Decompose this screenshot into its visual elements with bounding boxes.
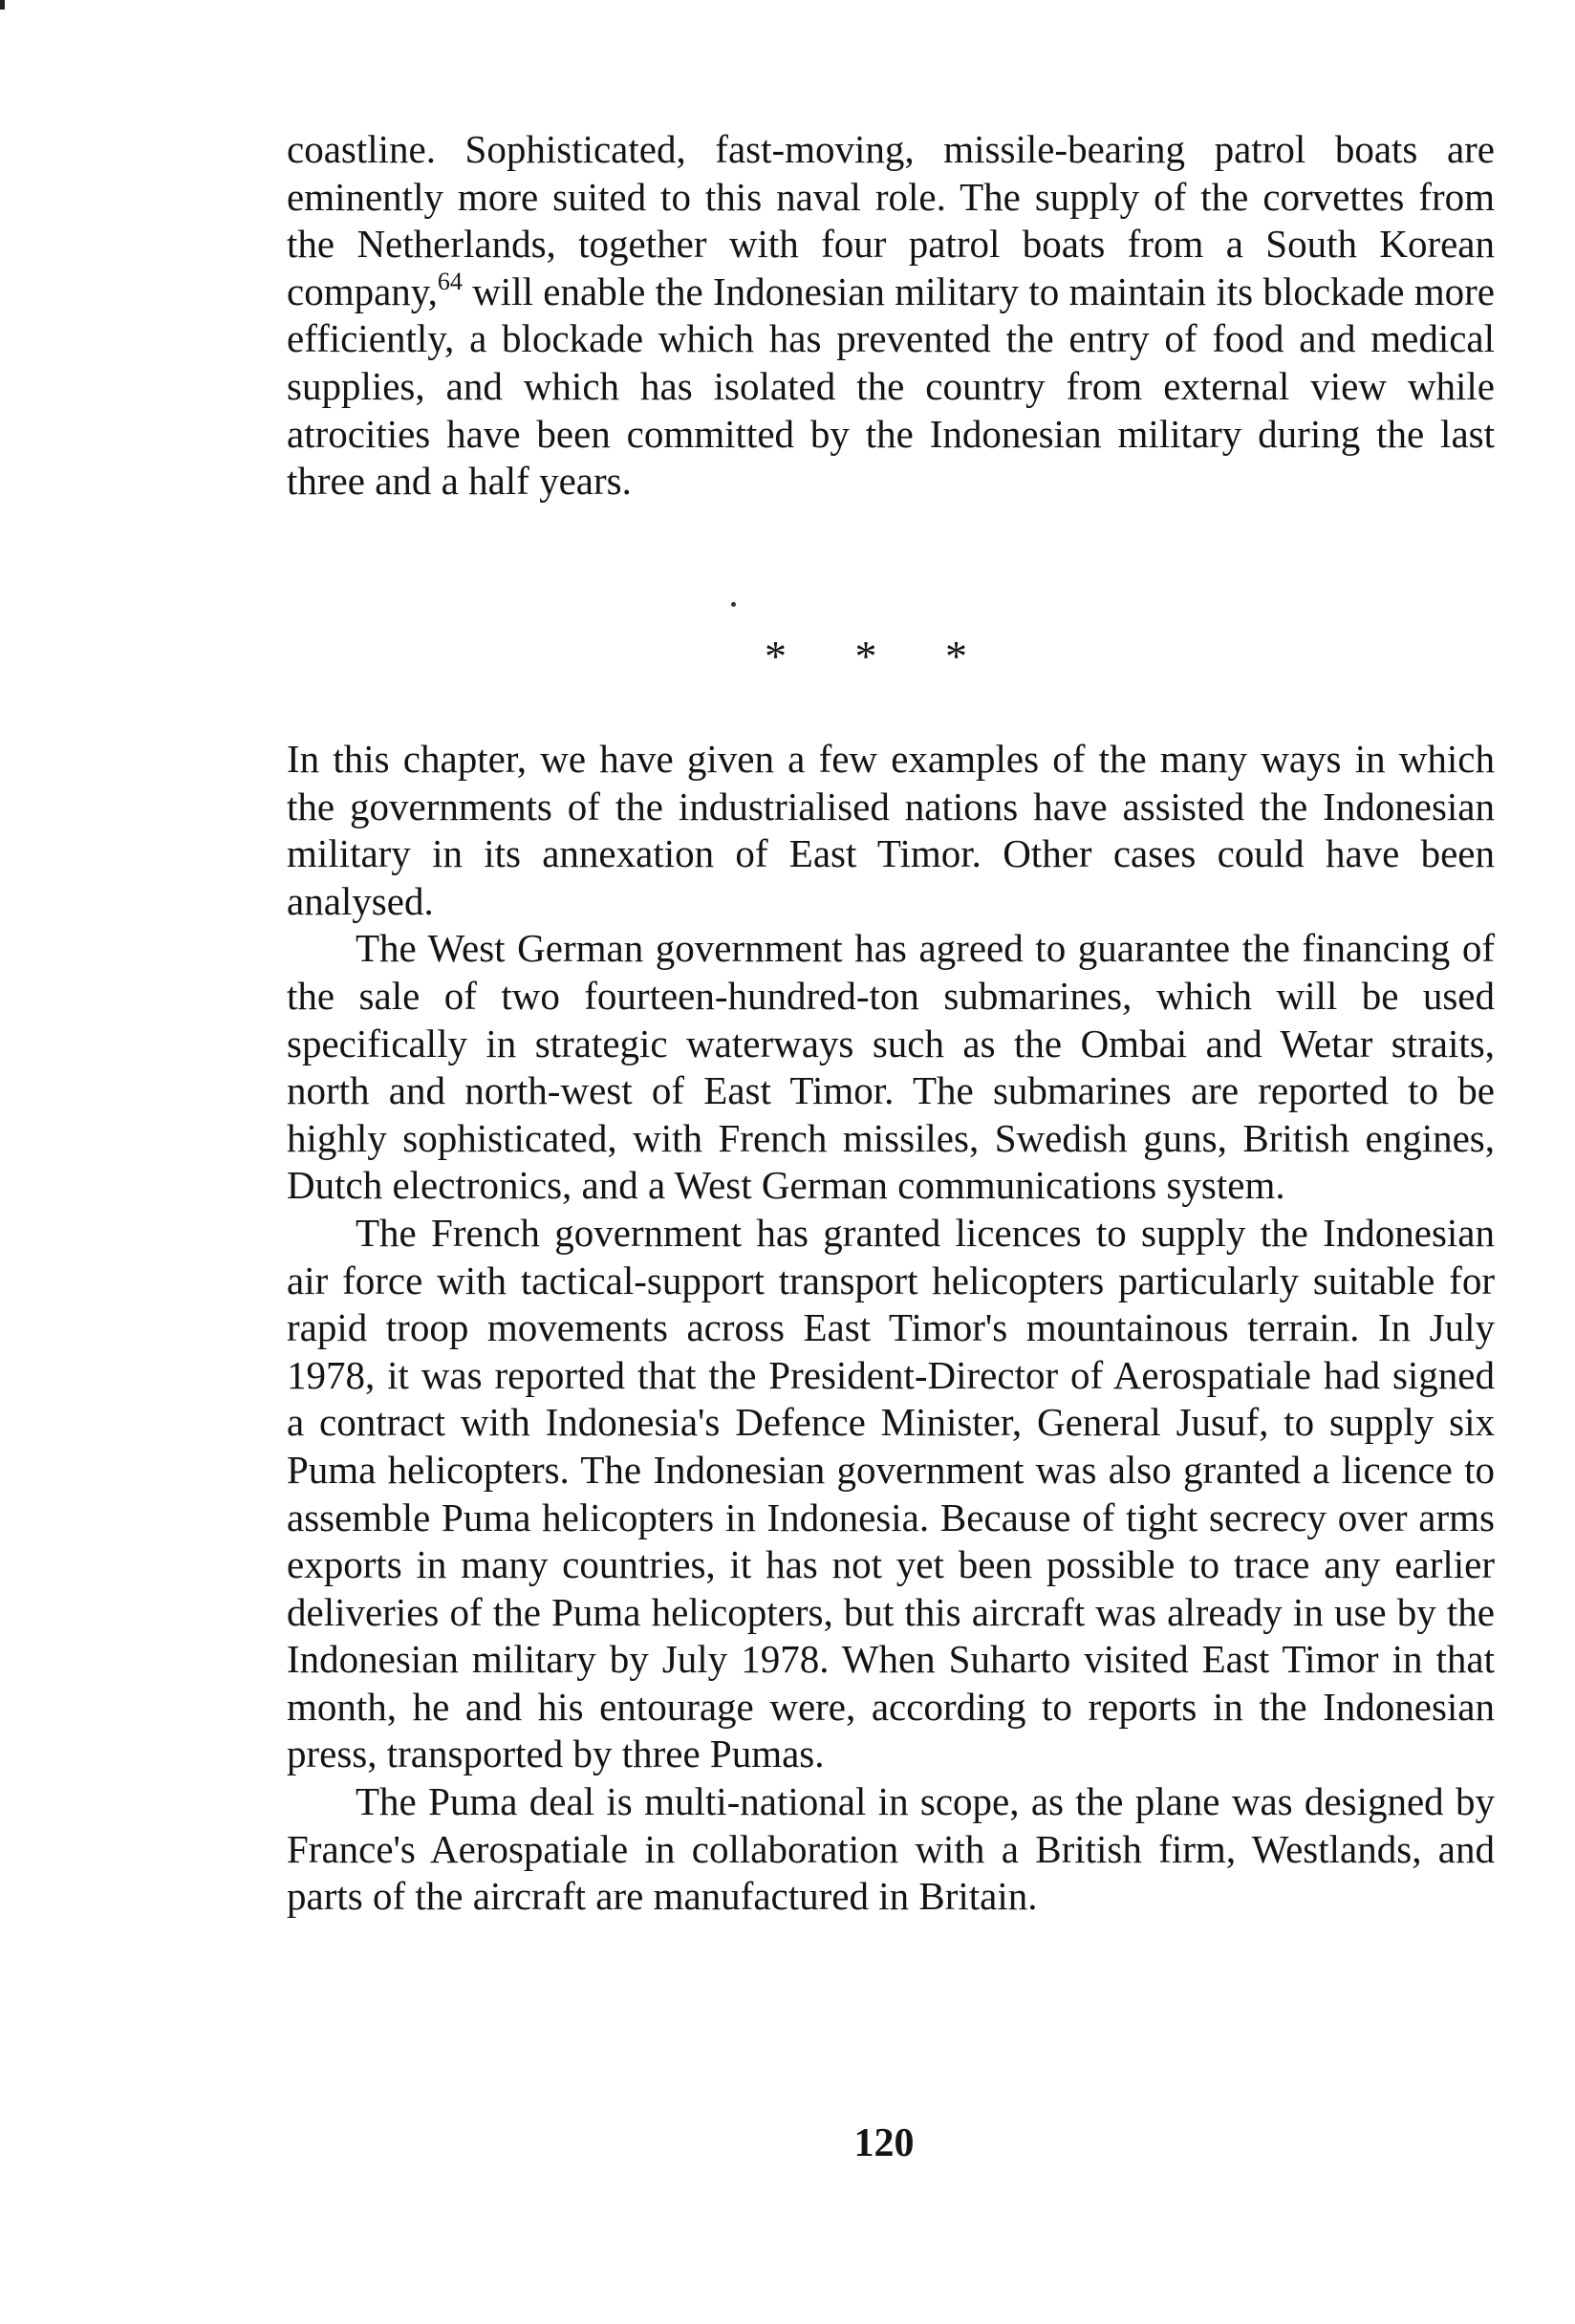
paragraph-puma-deal: The Puma deal is multi-national in scope, as the plane was designed by France's Aerospatiale in collaboration with a British firm, Westlands, and parts of the aircraft are manufactured in Britain.	[287, 1779, 1495, 1919]
continued-paragraph-block	[287, 126, 1495, 506]
paragraph-chapter-summary: In this chapter, we have given a few examples of the many ways in which the governments of the industrialised nations have assisted the Indonesian military in its annexation of East Timor. Other cases could have been analysed.	[287, 737, 1495, 923]
paragraph-continued	[287, 126, 1495, 506]
body-text-block	[287, 736, 1495, 1921]
section-break: * * *	[765, 632, 996, 680]
paragraph-west-german-submarines: The West German government has agreed to guarantee the financing of the sale of two fourteen-hundred-ton submarines, which will be used specifically in strategic waterways such as the Ombai and Wetar straits, north and north-west of East Timor. The submarines are reported to be highly sophisticated, with French missiles, Swedish guns, British engines, Dutch electronics, and a West German communications system.	[287, 926, 1495, 1208]
footnote-reference: 64	[437, 267, 463, 295]
stray-ink-dot	[731, 602, 736, 607]
scan-corner-mark	[0, 0, 5, 10]
paragraph-french-helicopters: The French government has granted licences to supply the Indonesian air force with tactical-support transport helicopters particularly suitable for rapid troop movements across East Timor's mountainous terrain. In July 1978, it was reported that the President-Director of Aerospatiale had signed a contract with Indonesia's Defence Minister, General Jusuf, to supply six Puma helicopters. The Indonesian government was also granted a licence to assemble Puma helicopters in Indonesia. Because of tight secrecy over arms exports in many countries, it has not yet been possible to trace any earlier deliveries of the Puma helicopters, but this aircraft was already in use by the Indonesian military by July 1978. When Suharto visited East Timor in that month, he and his entourage were, according to reports in the Indonesian press, transported by three Pumas.	[287, 1210, 1495, 1776]
paragraph-text-before-footnote: coastline. Sophisticated, fast-moving, missile-bearing patrol boats are eminently more suited to this naval role. The supply of the corvettes from the Netherlands, together with four patrol boats from a South Korean company,	[287, 127, 1495, 313]
paragraph-text-after-footnote: will enable the Indonesian military to maintain its blockade more efficiently, a blockade which has prevented the entry of food and medical supplies, and which has isolated the country from external view while atrocities have been committed by the Indonesian military during the last three and a half years.	[287, 269, 1495, 504]
page-number: 120	[853, 2121, 915, 2165]
